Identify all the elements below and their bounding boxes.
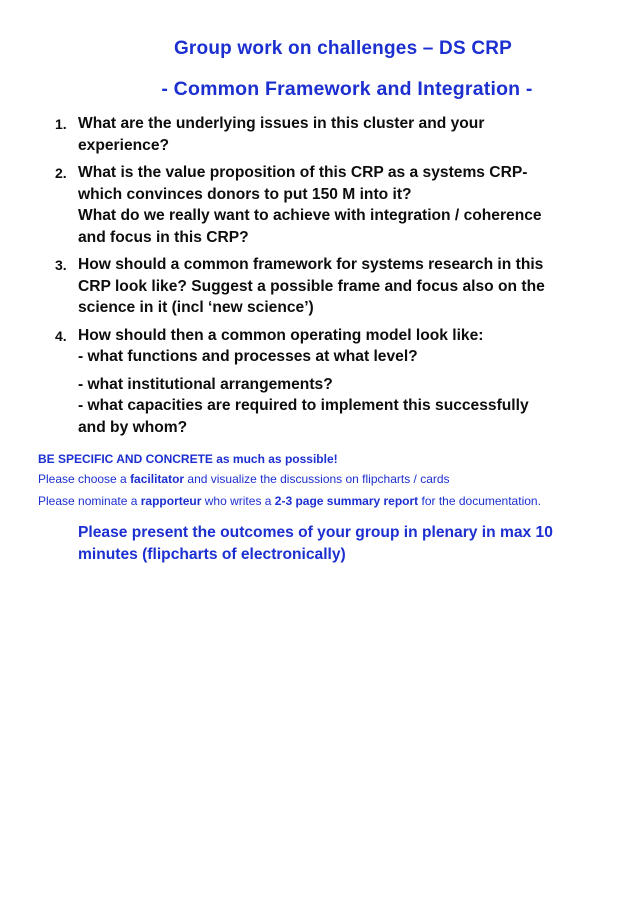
rapporteur-keyword: rapporteur: [140, 494, 202, 508]
page-subtitle: - Common Framework and Integration -: [161, 78, 533, 100]
specific-note: [38, 452, 338, 466]
question-text-line: which convinces donors to put 150 M into it?: [78, 185, 412, 203]
question-number: 3.: [55, 257, 67, 273]
question-text-line: How should a common framework for systems research in this: [78, 256, 544, 273]
presentation-instruction: [78, 522, 618, 566]
question-text-line: and focus in this CRP?: [78, 228, 249, 246]
report-length-keyword: 2-3 page summary report: [274, 494, 419, 508]
question-item: [40, 254, 610, 319]
presentation-line: Please present the outcomes of your group in plenary in max 10: [78, 524, 553, 541]
question-text-line: What do we really want to achieve with integration / coherence: [78, 207, 542, 224]
question-text-line: experience?: [78, 136, 170, 154]
rapporteur-note-prefix: Please nominate a: [38, 494, 141, 508]
presentation-line: minutes (flipcharts of electronically): [78, 546, 346, 563]
question-number: 4.: [55, 327, 67, 344]
rapporteur-note: [38, 494, 541, 508]
question-text-line: CRP look like? Suggest a possible frame and focus also on the: [78, 277, 545, 295]
facilitator-note-suffix: and visualize the discussions on flipcharts / cards: [184, 472, 450, 486]
rapporteur-note-suffix: for the documentation.: [418, 494, 541, 508]
facilitator-note: [38, 472, 450, 486]
specific-note-emphasis: BE SPECIFIC AND CONCRETE: [38, 452, 213, 466]
question-text-line: What are the underlying issues in this cluster and your: [78, 115, 485, 132]
question-text-line: What is the value proposition of this CRP as a systems CRP-: [78, 164, 528, 181]
question-text-line: science in it (incl ‘new science’): [78, 299, 314, 316]
specific-note-rest: as much as possible!: [212, 452, 338, 466]
question-text-line: How should then a common operating model look like:: [78, 326, 484, 344]
question-list: [40, 113, 610, 444]
question-number: 1.: [55, 116, 67, 132]
facilitator-note-prefix: Please choose a: [38, 472, 131, 486]
rapporteur-note-middle: who writes a: [201, 494, 275, 508]
question-text-line: and by whom?: [78, 418, 188, 436]
facilitator-keyword: facilitator: [130, 472, 185, 486]
page-title: Group work on challenges – DS CRP: [173, 38, 513, 59]
question-number: 2.: [55, 165, 67, 181]
question-item: [40, 113, 610, 156]
question-text-line: - what capacities are required to implement this successfully: [78, 397, 529, 414]
question-text-line: - what institutional arrangements?: [78, 375, 333, 393]
question-text-line: - what functions and processes at what level?: [78, 348, 418, 365]
question-item: [40, 325, 610, 439]
question-item: [40, 162, 610, 248]
